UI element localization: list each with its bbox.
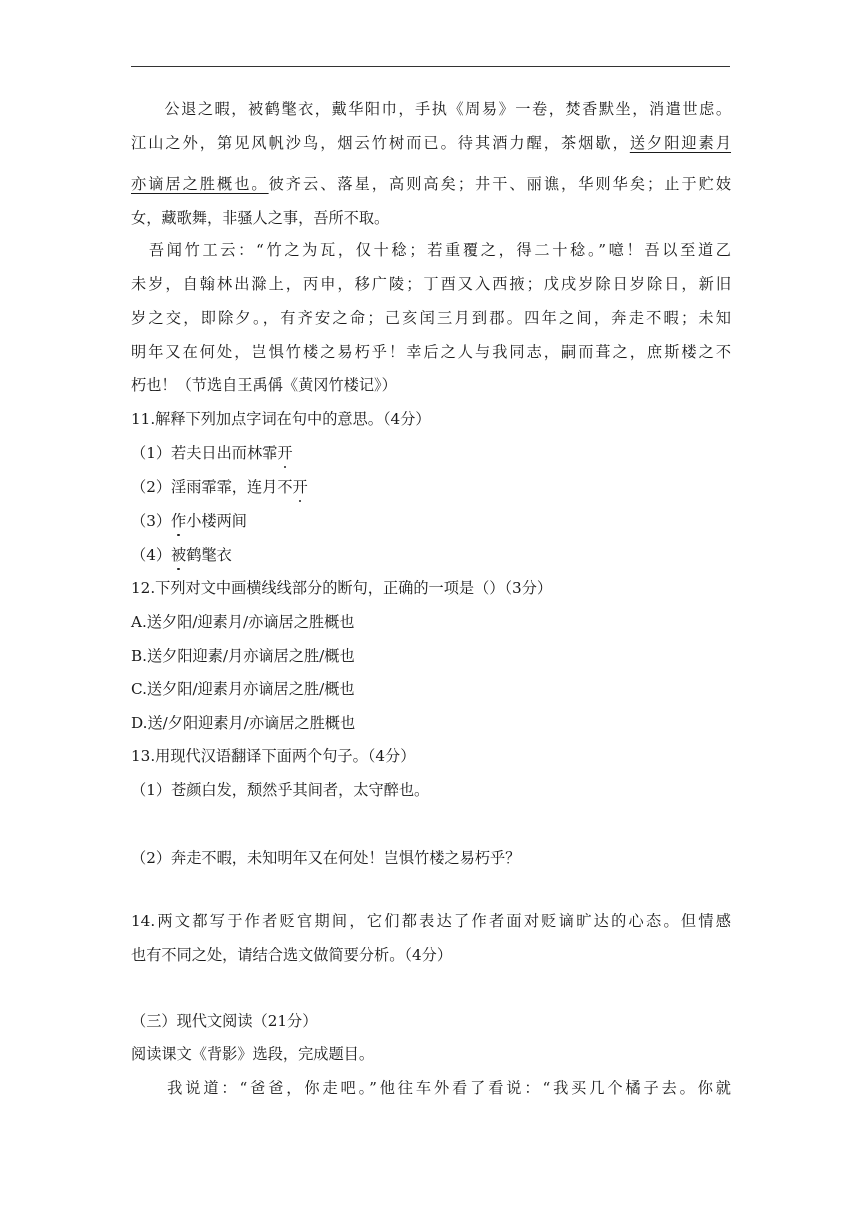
q11-item: （2）淫雨霏霏，连月不开 xyxy=(131,478,308,496)
dotted-char: 开 xyxy=(292,478,308,496)
section-heading: （三）现代文阅读（21分） xyxy=(131,1012,318,1030)
option-d: D.送/夕阳迎素月/亦谪居之胜概也 xyxy=(131,714,356,732)
underlined-phrase: 送夕阳迎素月 xyxy=(629,134,732,152)
question-14-stem-cont: 也有不同之处，请结合选文做简要分析。（4分） xyxy=(131,946,453,964)
passage-line: 公退之暇，被鹤氅衣，戴华阳巾，手执《周易》一卷，焚香默坐，消遣世虑。 xyxy=(131,100,731,118)
passage-line: 江山之外，第见风帆沙鸟，烟云竹树而已。待其酒力醒，茶烟歇，送夕阳迎素月 xyxy=(131,134,732,152)
q11-item: （3）作小楼两间 xyxy=(131,512,247,530)
dotted-char: 开 xyxy=(277,444,293,462)
question-12-stem: 12.下列对文中画横线线部分的断句，正确的一项是（）（3分） xyxy=(131,579,553,597)
underlined-phrase: 亦谪居之胜概也。 xyxy=(131,175,269,193)
excerpt-line: 我说道：“爸爸，你走吧。”他往车外看了看说：“我买几个橘子去。你就 xyxy=(131,1079,731,1097)
question-14-stem: 14.两文都写于作者贬官期间，它们都表达了作者面对贬谪旷达的心态。但情感 xyxy=(131,912,731,930)
option-a: A.送夕阳/迎素月/亦谪居之胜概也 xyxy=(131,613,355,631)
q11-item: （4）被鹤氅衣 xyxy=(131,546,232,564)
q13-sentence-1: （1）苍颜白发，颓然乎其间者，太守醉也。 xyxy=(131,781,430,799)
header-rule xyxy=(131,66,730,67)
passage-line: 岁之交，即除夕。，有齐安之命；己亥闰三月到郡。四年之间，奔走不暇；未知 xyxy=(131,309,731,327)
passage-line: 女，藏歌舞，非骚人之事，吾所不取。 xyxy=(131,209,390,227)
passage-line: 亦谪居之胜概也。彼齐云、落星，高则高矣；井干、丽谯，华则华矣；止于贮妓 xyxy=(131,175,732,193)
section-intro: 阅读课文《背影》选段，完成题目。 xyxy=(131,1045,374,1063)
passage-line: 明年又在何处，岂惧竹楼之易朽乎！幸后之人与我同志，嗣而葺之，庶斯楼之不 xyxy=(131,343,731,361)
q11-item: （1）若夫日出而林霏开 xyxy=(131,444,293,462)
option-b: B.送夕阳迎素/月亦谪居之胜/概也 xyxy=(131,647,355,665)
passage-source: 朽也！（节选自王禹偁《黄冈竹楼记》） xyxy=(131,376,397,394)
question-13-stem: 13.用现代汉语翻译下面两个句子。（4分） xyxy=(131,747,416,765)
passage-line: 吾闻竹工云：“竹之为瓦，仅十稔；若重覆之，得二十稔。”噫！吾以至道乙 xyxy=(131,241,731,259)
q13-sentence-2: （2）奔走不暇，未知明年又在何处！岂惧竹楼之易朽乎？ xyxy=(131,849,521,867)
question-11-stem: 11.解释下列加点字词在句中的意思。（4分） xyxy=(131,410,431,428)
passage-line: 未岁，自翰林出滁上，丙申，移广陵；丁酉又入西掖；戊戌岁除日岁除日，新旧 xyxy=(131,275,731,293)
dotted-char: 被 xyxy=(171,546,187,564)
option-c: C.送夕阳/迎素月亦谪居之胜/概也 xyxy=(131,680,355,698)
dotted-char: 作 xyxy=(171,512,187,530)
